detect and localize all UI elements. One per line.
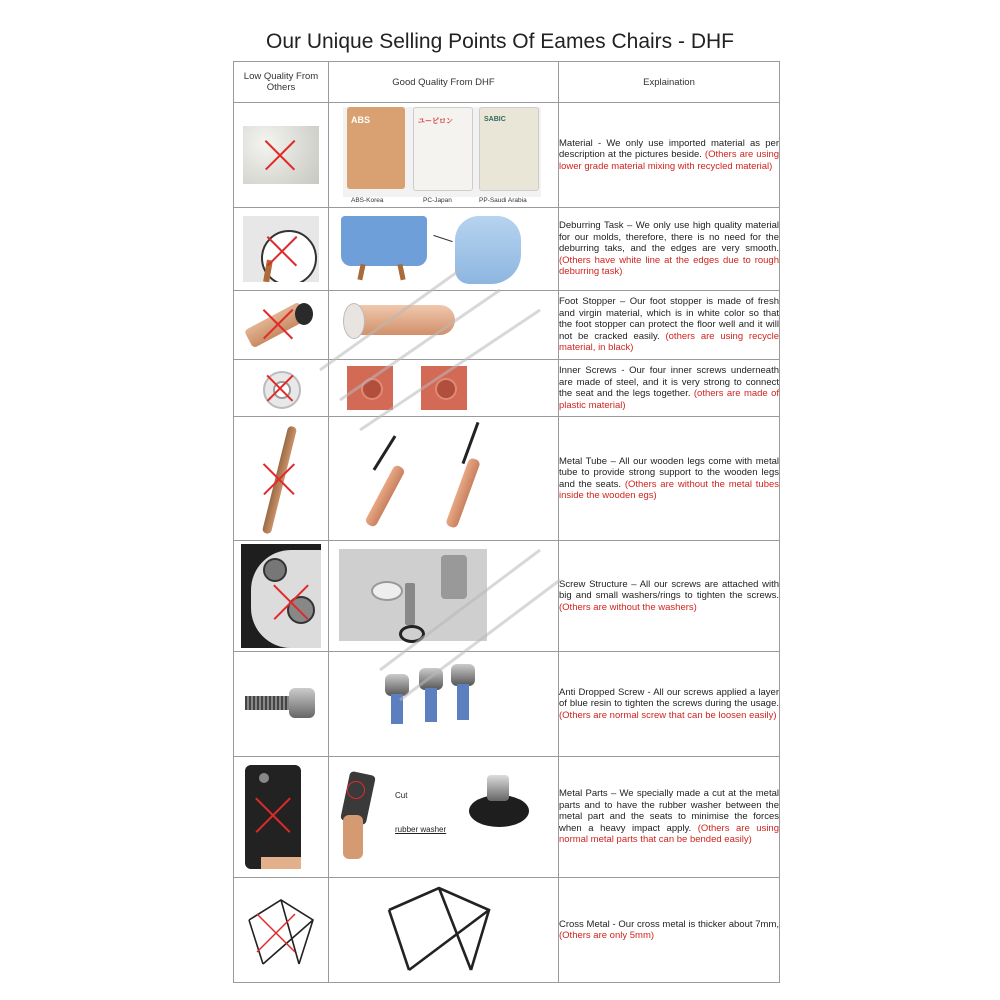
low-quality-image [234,878,329,983]
row-screw-structure [234,541,780,652]
good-quality-image [329,360,559,417]
thick-cross-metal-svg [329,878,559,982]
red-cross-icon [265,373,295,403]
low-quality-image [234,757,329,878]
plastic-screw-image [251,365,311,411]
explanation-cell: Material - We only use imported material as per description at the pictures beside. (Others are using lower grade material mixing with recycled material) [559,103,780,208]
legs-with-tube-image [329,417,558,540]
good-quality-image [329,757,559,878]
normal-metal-part-image [239,761,323,873]
explanation-cell: Anti Dropped Screw - All our screws applied a layer of blue resin to tighten the screws during the usage. (Others are normal screw that can be loosen easily) [559,652,780,757]
pp-bag: SABIC [479,107,539,191]
red-cross-icon [263,138,297,172]
rough-edge-image [243,216,319,282]
low-quality-image [234,291,329,360]
explanation-cell: Inner Screws - Our four inner screws underneath are made of steel, and it is very strong to connect the seat and the legs together. (others are made of plastic material) [559,360,780,417]
abs-bag: ABS [347,107,405,189]
blue-resin-screws-image [329,652,558,756]
normal-screw-image [241,684,321,724]
good-quality-image [329,652,559,757]
material-bags-image [329,103,558,207]
low-quality-image [234,103,329,208]
explanation-cell: Foot Stopper – Our foot stopper is made of fresh and virgin material, which is in white color so that the foot stopper can protect the floor well and it will not be cracked easily. (others are using recycle material, in black) [559,291,780,360]
low-quality-image [234,208,329,291]
explanation-cell: Metal Tube – All our wooden legs come with metal tube to provide strong support to the wooden legs and the seats. (Others are without the metal tubes inside the wooden egs) [559,417,780,541]
low-quality-image [234,417,329,541]
row-metal-tube [234,417,780,541]
caption-abs: ABS-Korea [351,197,384,204]
low-quality-image [234,541,329,652]
good-quality-image [329,103,559,208]
screws-with-washers-image [329,541,558,651]
leg-without-tube-image [243,423,319,535]
low-quality-image [234,652,329,757]
explanation-cell: Deburring Task – We only use high quality material for our molds, therefore, there is no need for the deburring taks, and the edges are very smooth. (Others have white line at the edges due to rough deburring task) [559,208,780,291]
explanation-cell: Screw Structure – All our screws are attached with big and small washers/rings to tighten the screws. (Others are without the washers) [559,541,780,652]
black-foot-stopper-image [243,297,319,353]
caption-pc: PC-Japan [423,197,452,204]
cut-metal-part-image [329,757,558,877]
thin-cross-metal-svg [239,890,323,970]
steel-inner-screws-image [329,360,558,416]
row-deburring [234,208,780,291]
explanation-cell: Cross Metal - Our cross metal is thicker about 7mm, (Others are only 5mm) [559,878,780,983]
thick-cross-metal-image [329,878,558,982]
good-quality-image [329,291,559,360]
row-material [234,103,780,208]
red-cross-icon [261,307,295,341]
explanation-cell: Metal Parts – We specially made a cut at the metal parts and to have the rubber washer between the metal part and the seats to minimise the forces when a heavy impact apply. (Others are using normal metal parts that can be bended easily) [559,757,780,878]
red-cross-icon [265,234,299,268]
low-quality-image [234,360,329,417]
row-cross-metal [234,878,780,983]
row-foot-stopper [234,291,780,360]
header-explanation: Explaination [559,62,780,103]
screw-without-washer-image [241,544,321,648]
row-inner-screws [234,360,780,417]
rubber-washer-label: rubber washer [395,825,447,834]
good-quality-image [329,878,559,983]
white-foot-stopper-image [329,291,558,359]
page-title: Our Unique Selling Points Of Eames Chairs - DHF [266,30,734,53]
red-cross-icon [261,461,297,497]
smooth-seat-image [329,208,558,290]
header-good-quality: Good Quality From DHF [329,62,559,103]
recycled-pellets-image [243,126,319,184]
row-metal-parts [234,757,780,878]
row-anti-dropped-screw [234,652,780,757]
header-low-quality: Low Quality From Others [234,62,329,103]
good-quality-image [329,541,559,652]
comparison-table [233,61,780,983]
header-row [234,62,780,103]
good-quality-image [329,417,559,541]
red-cross-icon [253,795,293,835]
good-quality-image [329,208,559,291]
cut-label: Cut [395,791,408,800]
caption-pp: PP-Saudi Arabia [479,197,527,204]
red-cross-icon [271,582,311,622]
pc-bag: ユーピロン [413,107,473,191]
thin-cross-metal-image [239,890,323,970]
